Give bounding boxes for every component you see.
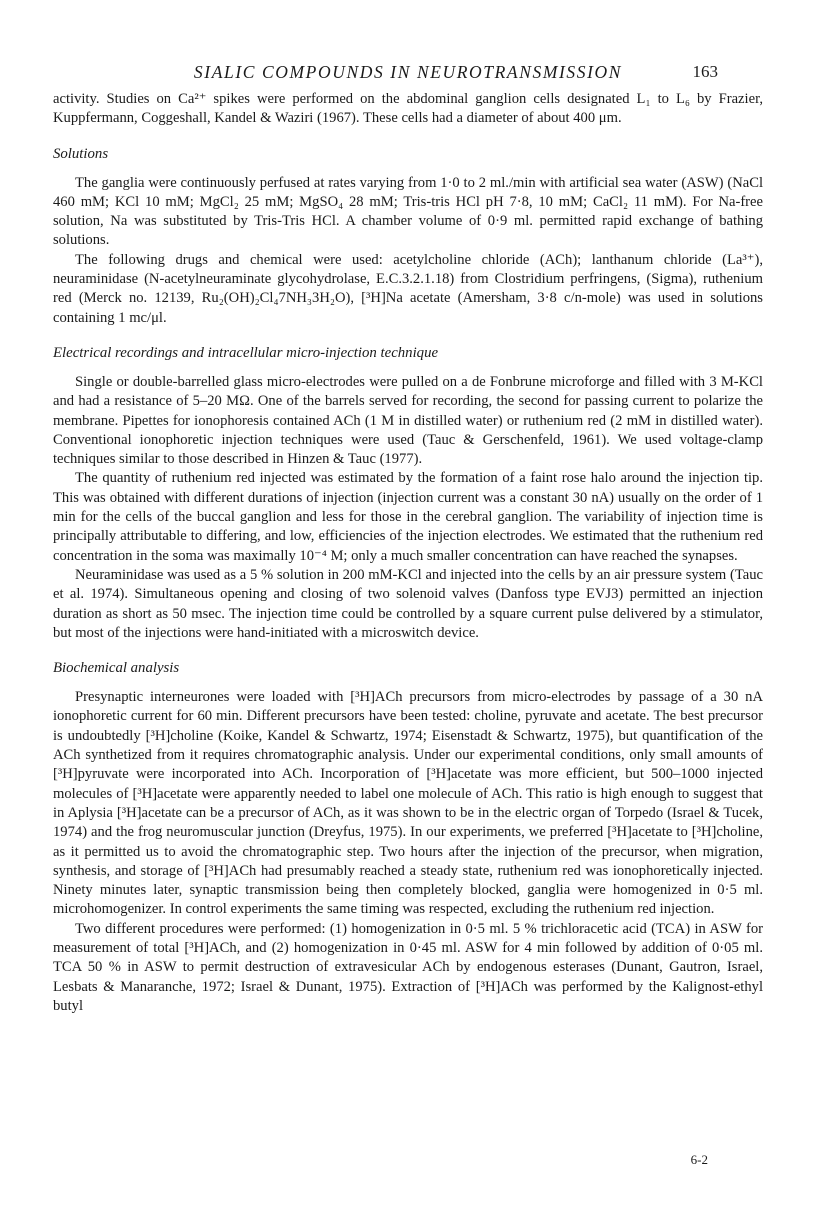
- signature-mark: 6-2: [690, 1152, 708, 1167]
- paragraph: Two different procedures were performed: (1) homogenization in 0·5 ml. 5 % trichloracetic acid (TCA) in ASW for measurement of total [³H]ACh, and (2) homogenization in 0·45 ml. ASW for 4 min followed by addition of 0·05 ml. TCA 50 % in ASW to permit destruction of extravesicular ACh by endogenous esterases (Dunant, Gautron, Israel, Lesbats & Manaranche, 1972; Israel & Dunant, 1975). Extraction of [³H]ACh was performed by the Kalignost-ethyl butyl: [53, 920, 763, 1014]
- page-number: 163: [692, 62, 718, 81]
- section-biochemical-analysis: [53, 659, 763, 1016]
- section-electrical-recordings: [53, 344, 763, 643]
- paragraph: The quantity of ruthenium red injected was estimated by the formation of a faint rose halo around the injection tip. This was obtained with different durations of injection (injection current was a constant 30 nA) usually on the order of 1 min for the cells of the buccal ganglion and less for those in the cerebral ganglion. The variability of injection time is principally attributable to differing, and low, efficiencies of the injection electrodes. We estimated that the ruthenium red concentration in the soma was maximally 10⁻⁴ M; only a much smaller concentration can have reached the synapses.: [53, 470, 763, 564]
- section-heading-solutions: Solutions: [53, 145, 109, 162]
- paragraph: Presynaptic interneurones were loaded with [³H]ACh precursors from micro-electrodes by passage of a 30 nA ionophoretic current for 60 min. Different precursors have been tested: choline, pyruvate and acetate. The best precursor is undoubtedly [³H]choline (Koike, Kandel & Schwartz, 1974; Eisenstadt & Schwartz, 1975), but quantification of the ACh synthetized from it requires chromatographic analysis. Under our experimental conditions, only small amounts of [³H]pyruvate were incorporated into ACh. Incorporation of [³H]acetate was more efficient, but 500–1000 injected molecules of [³H]acetate were apparently needed to label one molecule of ACh. This ratio is high enough to suggest that in Aplysia [³H]acetate can be a precursor of ACh, as it was shown to be in the electric organ of Torpedo (Israel & Tucek, 1974) and the frog neuromuscular junction (Dreyfus, 1975). In our experiments, we preferred [³H]acetate to [³H]choline, as it permitted us to avoid the chromatographic step. Two hours after the injection of the precursor, when migration, synthesis, and storage of [³H]ACh had presumably reached a steady state, ruthenium red was ionophoretically injected. Ninety minutes later, synaptic transmission being then completely blocked, ganglia were homogenized in 0·5 ml. microhomogenizer. In control experiments the same timing was respected, excluding the ruthenium red injection.: [53, 689, 763, 918]
- paragraph: The ganglia were continuously perfused at rates varying from 1·0 to 2 ml./min with artificial sea water (ASW) (NaCl 460 mM; KCl 10 mM; MgCl₂ 25 mM; MgSO₄ 28 mM; Tris-tris HCl pH 7·8, 10 mM; CaCl₂ 11 mM). For Na-free solution, Na was substituted by Tris-Tris HCl. A chamber volume of 0·9 ml. permitted rapid exchange of bathing solutions.: [53, 174, 763, 249]
- running-head: [0, 62, 816, 88]
- intro-paragraph: activity. Studies on Ca²⁺ spikes were performed on the abdominal ganglion cells designated L₁ to L₆ by Frazier, Kuppfermann, Coggeshall, Kandel & Waziri (1967). These cells had a diameter of about 400 μm.: [53, 91, 763, 127]
- section-heading-electrical-recordings: Electrical recordings and intracellular micro-injection technique: [53, 344, 439, 361]
- section-heading-biochemical-analysis: Biochemical analysis: [53, 660, 180, 677]
- section-solutions: [53, 145, 763, 328]
- paragraph: Neuraminidase was used as a 5 % solution in 200 mM-KCl and injected into the cells by an air pressure system (Tauc et al. 1974). Simultaneous opening and closing of two solenoid valves (Danfoss type EVJ3) permitted an injection duration as short as 50 msec. The injection time could be controlled by a square current pulse delivered by a stimulator, but most of the injections were hand-initiated with a microswitch device.: [53, 566, 763, 641]
- paragraph: Single or double-barrelled glass micro-electrodes were pulled on a de Fonbrune microforge and filled with 3 M-KCl and had a resistance of 5–20 MΩ. One of the barrels served for recording, the second for passing current to polarize the membrane. Pipettes for ionophoresis contained ACh (1 M in distilled water) or ruthenium red (2 mM in distilled water). Conventional ionophoretic injection techniques were used (Tauc & Gerschenfeld, 1961). We used voltage-clamp techniques similar to those described in Hinzen & Tauc (1977).: [53, 373, 763, 468]
- running-title: SIALIC COMPOUNDS IN NEUROTRANSMISSION: [193, 62, 623, 82]
- paragraph: The following drugs and chemical were used: acetylcholine chloride (ACh); lanthanum chloride (La³⁺), neuraminidase (N-acetylneuraminate glycohydrolase, E.C.3.2.1.18) from Clostridium perfringens, (Sigma), ruthenium red (Merck no. 12139, Ru₂(OH)₂Cl₄7NH₃3H₂O), [³H]Na acetate (Amersham, 3·8 c/n-mole) was used in solutions containing 1 mc/μl.: [53, 251, 763, 326]
- body-text: [53, 90, 763, 1016]
